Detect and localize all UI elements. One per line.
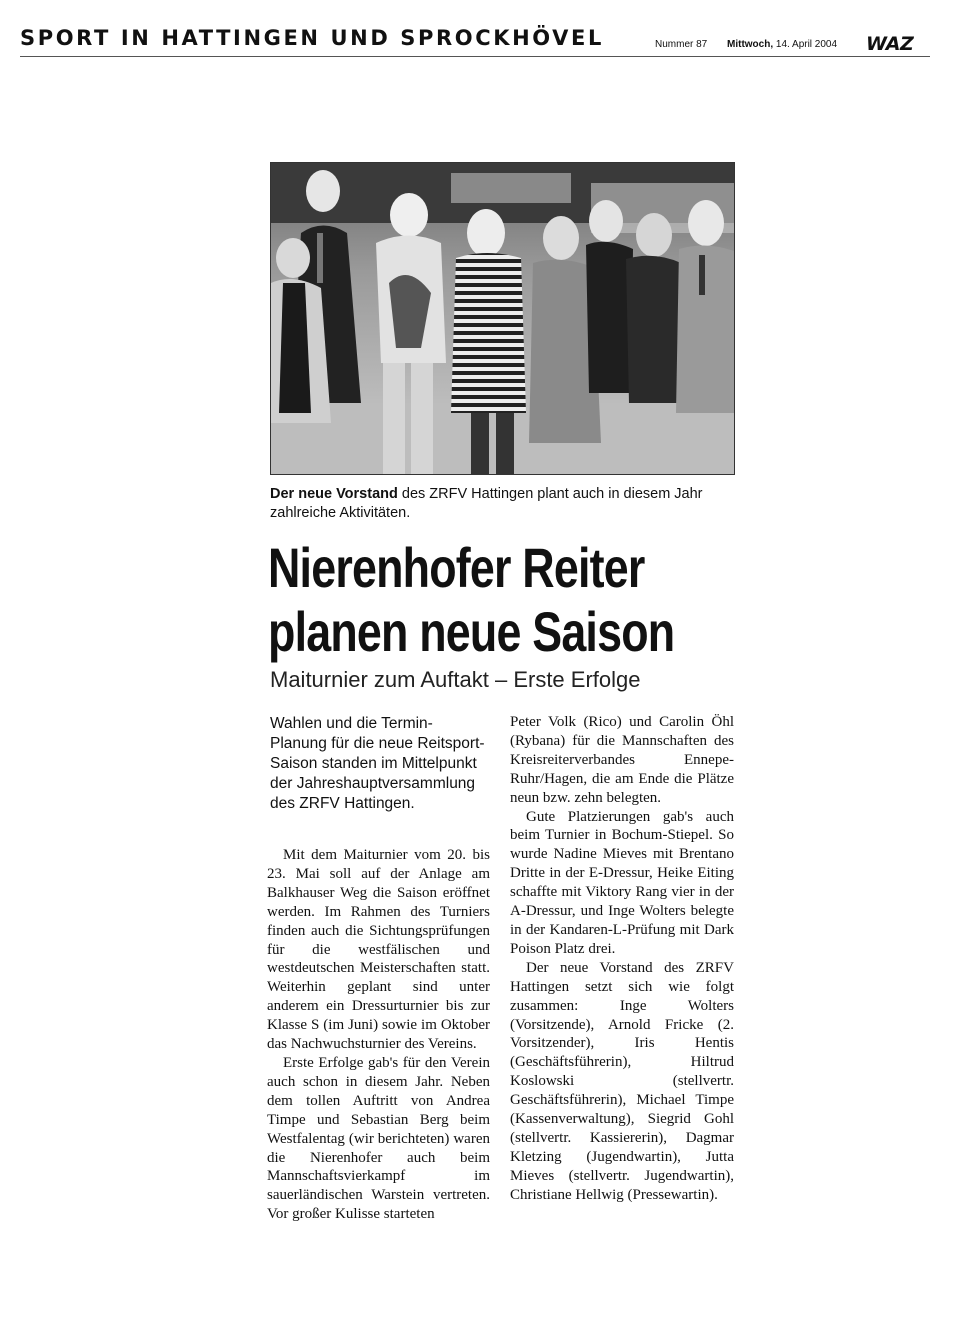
group-photo-image [271, 163, 734, 474]
article-column-1 [267, 846, 490, 1224]
issue-date [727, 39, 837, 50]
issue-number: Nummer 87 [655, 39, 708, 50]
group-photo [270, 162, 735, 475]
issue-date-text: 14. April 2004 [775, 39, 838, 50]
subheadline: Maiturnier zum Auftakt – Erste Erfolge [270, 667, 641, 692]
article-paragraph: Mit dem Maiturnier vom 20. bis 23. Mai soll auf der Anlage am Balkhauser Weg die Saison eröffnet werden. Im Rahmen des Turniers finden auch die Sichtungsprüfungen für die westfälischen und westdeutschen Meisterschaften statt. Weiterhin geplant sind unter anderem ein Dressurturnier bis zur Klasse S (im Juni) sowie im Oktober das Nachwuchsturnier des Vereins. [267, 847, 490, 1053]
article-paragraph: Peter Volk (Rico) und Carolin Öhl (Rybana) für die Mannschaften des Kreisreiterverbandes Ennepe-Ruhr/Hagen, die am Ende die Plätze neun bzw. zehn belegten. [510, 714, 734, 806]
section-title: SPORT IN HATTINGEN UND SPROCKHÖVEL [20, 26, 604, 50]
lead-paragraph: Wahlen und die Termin-Planung für die neue Reitsport-Saison standen im Mittelpunkt der Jahreshauptversammlung des ZRFV Hattingen. [270, 715, 485, 812]
photo-caption [270, 485, 740, 523]
article-paragraph: Der neue Vorstand des ZRFV Hattingen setzt sich wie folgt zusammen: Inge Wolters (Vorsitzende), Arnold Fricke (2. Vorsitzender), Iris Hentis (Geschäftsführerin), Hiltrud Koslowski (stellvertr. Geschäftsführerin), Michael Timpe (Kassenverwaltung), Siegrid Gohl (stellvertr. Kassiererin), Dagmar Kletzing (Jugendwartin), Jutta Mieves (stellvertr. Jugendwartin), Christiane Hellwig (Pressewartin). [510, 959, 734, 1203]
article-paragraph: Gute Platzierungen gab's auch beim Turnier in Bochum-Stiepel. So wurde Nadine Mieves mit Brentano Dritte in der E-Dressur, Heike Eiting schaffte mit Viktory Rang vier in der A-Dressur, und Inge Wolters belegte in der Kandaren-L-Prüfung mit Dark Poison Platz drei. [510, 808, 734, 957]
headline [268, 536, 675, 664]
caption-bold: Der neue Vorstand [270, 486, 398, 502]
masthead [20, 22, 930, 58]
caption-text: des ZRFV Hattingen plant auch in diesem Jahr zahlreiche Aktivitäten. [270, 486, 703, 521]
headline-line-2: planen neue Saison [268, 600, 675, 663]
issue-weekday: Mittwoch, [727, 39, 774, 50]
article-paragraph: Erste Erfolge gab's für den Verein auch schon in diesem Jahr. Neben dem tollen Auftritt von Andrea Timpe und Sebastian Berg beim Westfalentag (wir berichteten) waren die Nierenhofer auch beim Mannschaftsvierkampf im sauerländischen Warstein vertreten. Vor großer Kulisse starteten [267, 1054, 490, 1223]
article-column-2 [510, 713, 734, 1205]
masthead-rule [20, 56, 930, 57]
waz-logo: WAZ [866, 33, 914, 55]
headline-line-1: Nierenhofer Reiter [268, 536, 645, 599]
